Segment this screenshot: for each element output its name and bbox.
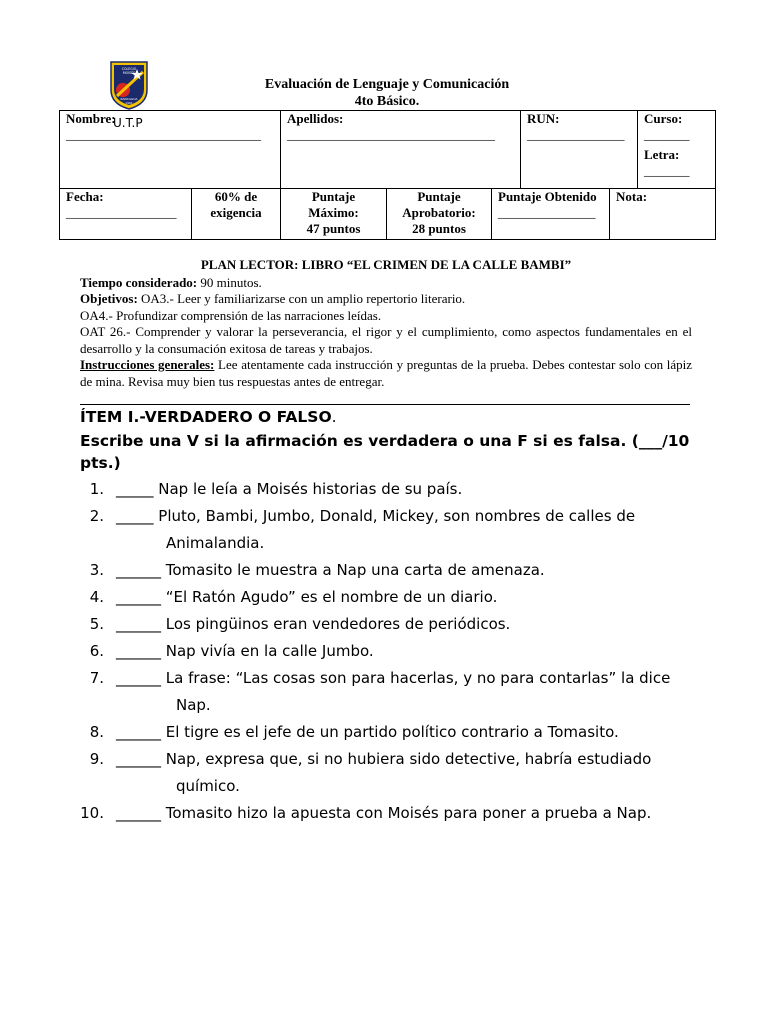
tiempo-value: 90 minutos. — [197, 274, 262, 290]
question-item — [80, 638, 700, 665]
question-text: Los pingüinos eran vendedores de periódicos. — [161, 615, 511, 633]
run-blank: _______________ — [527, 127, 625, 142]
fecha-label: Fecha: — [66, 189, 104, 204]
question-text: “El Ratón Agudo” es el nombre de un diario. — [161, 588, 498, 606]
student-info-table — [59, 110, 716, 189]
question-number: 4. — [89, 588, 104, 606]
objetivos-value: OA3.- Leer y familiarizarse con un amplio repertorio literario. — [137, 291, 466, 306]
papr-line-2: Aprobatorio: — [402, 205, 476, 220]
answer-blank[interactable]: ______ — [116, 561, 161, 579]
pmax-line-2: Máximo: — [308, 205, 359, 220]
puntaje-obtenido-cell[interactable] — [492, 189, 610, 240]
instrucciones-label: Instrucciones generales: — [80, 357, 215, 372]
plan-heading: PLAN LECTOR: LIBRO “EL CRIMEN DE LA CALLE BAMBI” — [200, 257, 572, 272]
nombre-blank: ______________________________ — [66, 127, 261, 142]
nota-cell[interactable] — [610, 189, 716, 240]
question-item — [80, 557, 700, 584]
pmax-line-1: Puntaje — [311, 189, 356, 204]
fecha-blank: _________________ — [66, 205, 177, 220]
objetivos-label: Objetivos: — [80, 291, 138, 306]
question-text: Nap vivía en la calle Jumbo. — [161, 642, 374, 660]
curso-label: Curso: — [644, 111, 683, 126]
svg-text:1961: 1961 — [125, 101, 133, 105]
question-list — [80, 476, 700, 827]
question-item — [80, 476, 700, 503]
apellidos-cell[interactable] — [281, 111, 521, 189]
item-instruction: Escribe una V si la afirmación es verdadera o una F si es falsa. (___/10 pts.) — [80, 432, 690, 472]
papr-line-3: 28 puntos — [412, 221, 466, 236]
question-number: 3. — [89, 561, 104, 579]
curso-letra-cell[interactable] — [638, 111, 716, 189]
title-line-1: Evaluación de Lenguaje y Comunicación — [264, 77, 510, 92]
item-section — [80, 406, 720, 474]
answer-blank[interactable]: _____ — [116, 480, 154, 498]
puntaje-maximo-cell — [281, 189, 387, 240]
score-info-table — [59, 188, 716, 240]
exigencia-line-1: 60% de — [214, 189, 258, 204]
question-text-continued: químico. — [176, 777, 240, 795]
question-item — [80, 800, 700, 827]
item-title — [80, 406, 720, 428]
tiempo-label: Tiempo considerado: — [80, 274, 198, 290]
answer-blank[interactable]: ______ — [116, 615, 161, 633]
apellidos-blank: ________________________________ — [287, 127, 495, 142]
svg-text:COLEGIO: COLEGIO — [121, 67, 137, 71]
question-number: 6. — [89, 642, 104, 660]
answer-blank[interactable]: ______ — [116, 804, 161, 822]
question-text: Nap, expresa que, si no hubiera sido detective, habría estudiado — [161, 750, 652, 768]
instrucciones-line — [80, 357, 692, 390]
papr-line-1: Puntaje — [417, 189, 461, 204]
question-number: 1. — [89, 480, 104, 498]
question-item — [80, 503, 700, 557]
apellidos-label: Apellidos: — [287, 111, 344, 126]
question-number: 2. — [89, 507, 104, 525]
curso-blank: _______ — [644, 127, 690, 142]
oa4-line: OA4.- Profundizar comprensión de las narraciones leídas. — [80, 307, 382, 323]
puntaje-aprobatorio-cell — [387, 189, 492, 240]
question-text-continued: Nap. — [176, 696, 211, 714]
question-text: La frase: “Las cosas son para hacerlas, y no para contarlas” la dice — [161, 669, 671, 687]
question-number: 5. — [89, 615, 104, 633]
nombre-cell[interactable] — [60, 111, 281, 189]
document-title — [200, 76, 574, 110]
run-label: RUN: — [527, 111, 560, 126]
question-item — [80, 719, 700, 746]
question-item — [80, 584, 700, 611]
letra-label: Letra: — [644, 147, 680, 162]
utp-label: U.T.P — [113, 116, 143, 130]
question-number: 10. — [80, 804, 104, 822]
question-text-continued: Animalandia. — [166, 534, 265, 552]
answer-blank[interactable]: ______ — [116, 750, 161, 768]
pobt-label: Puntaje Obtenido — [498, 189, 597, 204]
question-text: El tigre es el jefe de un partido político contrario a Tomasito. — [161, 723, 619, 741]
item-title-bold: ÍTEM I.-VERDADERO O FALSO — [80, 408, 332, 426]
plan-lector-section — [80, 257, 692, 390]
exigencia-cell — [192, 189, 281, 240]
answer-blank[interactable]: ______ — [116, 723, 161, 741]
question-text: Pluto, Bambi, Jumbo, Donald, Mickey, son nombres de calles de — [153, 507, 636, 525]
fecha-cell[interactable] — [60, 189, 192, 240]
pmax-line-3: 47 puntos — [306, 221, 361, 236]
nota-label: Nota: — [616, 189, 648, 204]
question-item — [80, 665, 700, 719]
pobt-blank: _______________ — [498, 205, 596, 220]
school-crest-logo — [109, 60, 149, 110]
letra-blank: _______ — [644, 163, 690, 178]
tiempo-line — [80, 275, 692, 292]
answer-blank[interactable]: ______ — [116, 588, 161, 606]
answer-blank[interactable]: ______ — [116, 642, 161, 660]
title-line-2: 4to Básico. — [354, 94, 420, 109]
question-text: Nap le leía a Moisés historias de su país. — [153, 480, 463, 498]
item-title-dot: . — [331, 408, 337, 426]
instrucciones-value: Lee atentamente cada instrucción y preguntas de la prueba. Debes contestar solo con lápiz de mina. Revisa muy bien tus respuestas antes de entregar. — [80, 357, 692, 389]
nombre-label: Nombre: — [66, 111, 116, 126]
run-cell[interactable] — [521, 111, 638, 189]
question-number: 7. — [89, 669, 104, 687]
question-number: 8. — [89, 723, 104, 741]
question-text: Tomasito hizo la apuesta con Moisés para poner a prueba a Nap. — [161, 804, 652, 822]
exigencia-line-2: exigencia — [210, 205, 262, 220]
svg-text:RANCAGUA: RANCAGUA — [120, 97, 138, 101]
svg-text:MOISÉS: MOISÉS — [122, 71, 136, 75]
question-text: Tomasito le muestra a Nap una carta de amenaza. — [161, 561, 545, 579]
section-divider — [80, 404, 690, 405]
question-item — [80, 746, 700, 800]
question-number: 9. — [89, 750, 104, 768]
objetivos-line — [80, 291, 692, 308]
question-item — [80, 611, 700, 638]
answer-blank[interactable]: ______ — [116, 669, 161, 687]
oat26-line: OAT 26.- Comprender y valorar la perseverancia, el rigor y el cumplimiento, como aspectos fundamentales en el desarrollo y la consumación exitosa de tareas y trabajos. — [80, 324, 692, 356]
answer-blank[interactable]: _____ — [116, 507, 154, 525]
